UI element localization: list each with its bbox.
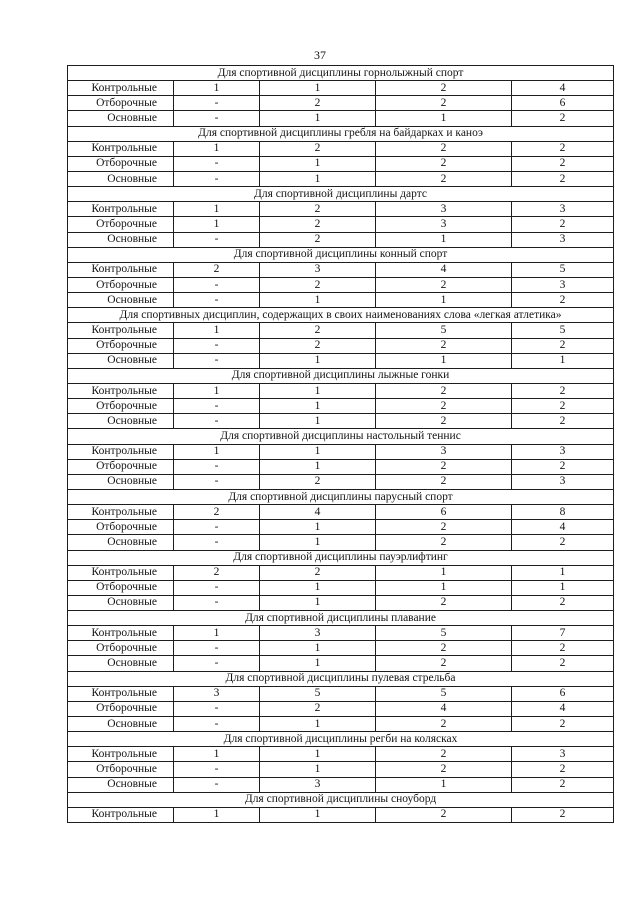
value-cell: 2: [512, 535, 614, 550]
value-cell: 1: [260, 520, 376, 535]
stage-cell: Основные: [68, 535, 174, 550]
value-cell: 1: [512, 580, 614, 595]
value-cell: 1: [260, 444, 376, 459]
value-cell: 7: [512, 626, 614, 641]
value-cell: 2: [376, 747, 512, 762]
value-cell: 1: [260, 459, 376, 474]
stage-cell: Отборочные: [68, 338, 174, 353]
section-title: Для спортивной дисциплины сноуборд: [68, 792, 614, 807]
value-cell: 1: [174, 626, 260, 641]
value-cell: 2: [376, 459, 512, 474]
table-row: [68, 807, 614, 822]
value-cell: -: [174, 353, 260, 368]
stage-cell: Основные: [68, 595, 174, 610]
section-title-row: [68, 429, 614, 444]
table-row: [68, 323, 614, 338]
value-cell: 2: [260, 323, 376, 338]
table-row: [68, 111, 614, 126]
table-row: [68, 474, 614, 489]
stage-cell: Основные: [68, 414, 174, 429]
value-cell: 2: [376, 641, 512, 656]
value-cell: 1: [174, 81, 260, 96]
value-cell: 2: [174, 262, 260, 277]
value-cell: 1: [376, 293, 512, 308]
section-title: Для спортивной дисциплины плавание: [68, 611, 614, 626]
stage-cell: Контрольные: [68, 81, 174, 96]
value-cell: 1: [260, 353, 376, 368]
value-cell: -: [174, 156, 260, 171]
table-row: [68, 444, 614, 459]
section-title-row: [68, 732, 614, 747]
section-title: Для спортивной дисциплины гребля на байдарках и каноэ: [68, 126, 614, 141]
value-cell: 6: [512, 96, 614, 111]
value-cell: -: [174, 96, 260, 111]
value-cell: 2: [512, 293, 614, 308]
value-cell: 5: [376, 686, 512, 701]
value-cell: 1: [174, 444, 260, 459]
value-cell: 3: [512, 474, 614, 489]
value-cell: 1: [260, 414, 376, 429]
table-row: [68, 96, 614, 111]
value-cell: 2: [512, 656, 614, 671]
value-cell: 2: [512, 595, 614, 610]
value-cell: 2: [512, 399, 614, 414]
table-row: [68, 399, 614, 414]
value-cell: 1: [260, 807, 376, 822]
stage-cell: Основные: [68, 656, 174, 671]
stage-cell: Контрольные: [68, 323, 174, 338]
stage-cell: Основные: [68, 171, 174, 186]
section-title: Для спортивной дисциплины пулевая стрельба: [68, 671, 614, 686]
section-title: Для спортивной дисциплины дартс: [68, 187, 614, 202]
value-cell: 1: [260, 383, 376, 398]
value-cell: 1: [260, 595, 376, 610]
table-row: [68, 777, 614, 792]
value-cell: 1: [260, 171, 376, 186]
stage-cell: Контрольные: [68, 202, 174, 217]
value-cell: 1: [174, 383, 260, 398]
stage-cell: Отборочные: [68, 399, 174, 414]
stage-cell: Отборочные: [68, 520, 174, 535]
value-cell: 2: [376, 474, 512, 489]
value-cell: 2: [512, 717, 614, 732]
value-cell: 2: [512, 338, 614, 353]
stage-cell: Отборочные: [68, 96, 174, 111]
stage-cell: Контрольные: [68, 807, 174, 822]
value-cell: 1: [376, 777, 512, 792]
value-cell: 2: [376, 156, 512, 171]
value-cell: 3: [376, 217, 512, 232]
value-cell: 3: [376, 444, 512, 459]
table-row: [68, 686, 614, 701]
value-cell: 3: [512, 232, 614, 247]
table-row: [68, 580, 614, 595]
value-cell: 2: [260, 217, 376, 232]
value-cell: 3: [512, 444, 614, 459]
table-row: [68, 641, 614, 656]
value-cell: 2: [376, 383, 512, 398]
value-cell: 2: [376, 535, 512, 550]
table-row: [68, 217, 614, 232]
value-cell: 2: [260, 96, 376, 111]
competition-table: [67, 65, 614, 823]
value-cell: 5: [376, 323, 512, 338]
section-title-row: [68, 611, 614, 626]
table-row: [68, 505, 614, 520]
table-row: [68, 293, 614, 308]
value-cell: 6: [512, 686, 614, 701]
table-row: [68, 383, 614, 398]
table-row: [68, 656, 614, 671]
section-title-row: [68, 187, 614, 202]
value-cell: 2: [260, 338, 376, 353]
value-cell: 4: [512, 520, 614, 535]
section-title-row: [68, 792, 614, 807]
value-cell: 1: [260, 747, 376, 762]
value-cell: 2: [512, 459, 614, 474]
value-cell: -: [174, 641, 260, 656]
value-cell: 1: [512, 565, 614, 580]
value-cell: 4: [260, 505, 376, 520]
section-title-row: [68, 247, 614, 262]
section-title-row: [68, 308, 614, 323]
stage-cell: Контрольные: [68, 626, 174, 641]
stage-cell: Контрольные: [68, 747, 174, 762]
table-row: [68, 595, 614, 610]
value-cell: 5: [376, 626, 512, 641]
value-cell: 1: [512, 353, 614, 368]
value-cell: 2: [512, 777, 614, 792]
value-cell: 1: [260, 717, 376, 732]
table-row: [68, 535, 614, 550]
table-row: [68, 171, 614, 186]
table-row: [68, 459, 614, 474]
stage-cell: Отборочные: [68, 459, 174, 474]
value-cell: 4: [512, 701, 614, 716]
value-cell: 1: [174, 217, 260, 232]
stage-cell: Отборочные: [68, 580, 174, 595]
stage-cell: Отборочные: [68, 277, 174, 292]
value-cell: 5: [512, 262, 614, 277]
stage-cell: Отборочные: [68, 217, 174, 232]
section-title: Для спортивной дисциплины пауэрлифтинг: [68, 550, 614, 565]
stage-cell: Основные: [68, 717, 174, 732]
section-title: Для спортивной дисциплины регби на колясках: [68, 732, 614, 747]
table-row: [68, 701, 614, 716]
value-cell: 2: [376, 399, 512, 414]
value-cell: 1: [260, 156, 376, 171]
value-cell: 1: [174, 141, 260, 156]
value-cell: -: [174, 474, 260, 489]
table-row: [68, 565, 614, 580]
value-cell: -: [174, 171, 260, 186]
section-title: Для спортивной дисциплины лыжные гонки: [68, 368, 614, 383]
value-cell: 2: [376, 656, 512, 671]
value-cell: 2: [376, 81, 512, 96]
value-cell: 2: [260, 141, 376, 156]
value-cell: 2: [512, 414, 614, 429]
table-row: [68, 338, 614, 353]
table-row: [68, 202, 614, 217]
value-cell: -: [174, 520, 260, 535]
value-cell: -: [174, 232, 260, 247]
section-title: Для спортивной дисциплины парусный спорт: [68, 489, 614, 504]
value-cell: 2: [512, 641, 614, 656]
value-cell: 2: [260, 202, 376, 217]
stage-cell: Отборочные: [68, 641, 174, 656]
stage-cell: Контрольные: [68, 505, 174, 520]
value-cell: 1: [376, 580, 512, 595]
table-row: [68, 156, 614, 171]
value-cell: 2: [260, 277, 376, 292]
value-cell: 2: [376, 277, 512, 292]
stage-cell: Отборочные: [68, 701, 174, 716]
stage-cell: Основные: [68, 777, 174, 792]
table-row: [68, 414, 614, 429]
section-title: Для спортивной дисциплины горнолыжный спорт: [68, 66, 614, 81]
page-number: 37: [314, 48, 326, 62]
value-cell: 3: [260, 626, 376, 641]
section-title: Для спортивной дисциплины настольный теннис: [68, 429, 614, 444]
value-cell: 3: [512, 277, 614, 292]
value-cell: 2: [512, 762, 614, 777]
table-row: [68, 520, 614, 535]
value-cell: 2: [512, 171, 614, 186]
value-cell: 2: [376, 141, 512, 156]
value-cell: 4: [376, 701, 512, 716]
stage-cell: Основные: [68, 232, 174, 247]
value-cell: 2: [512, 217, 614, 232]
value-cell: 4: [512, 81, 614, 96]
value-cell: 3: [174, 686, 260, 701]
value-cell: 1: [174, 202, 260, 217]
value-cell: 2: [260, 232, 376, 247]
table-body: [68, 66, 614, 823]
value-cell: 2: [512, 156, 614, 171]
table-row: [68, 762, 614, 777]
value-cell: 5: [512, 323, 614, 338]
value-cell: 2: [376, 520, 512, 535]
value-cell: 2: [376, 96, 512, 111]
value-cell: 2: [376, 807, 512, 822]
stage-cell: Отборочные: [68, 156, 174, 171]
value-cell: 3: [512, 202, 614, 217]
stage-cell: Контрольные: [68, 565, 174, 580]
value-cell: 2: [376, 717, 512, 732]
section-title-row: [68, 126, 614, 141]
table-row: [68, 232, 614, 247]
value-cell: 1: [260, 293, 376, 308]
value-cell: 2: [260, 565, 376, 580]
value-cell: -: [174, 338, 260, 353]
value-cell: 2: [174, 505, 260, 520]
stage-cell: Основные: [68, 293, 174, 308]
value-cell: 4: [376, 262, 512, 277]
value-cell: 2: [260, 701, 376, 716]
value-cell: 1: [260, 535, 376, 550]
value-cell: 2: [174, 565, 260, 580]
value-cell: -: [174, 777, 260, 792]
value-cell: 6: [376, 505, 512, 520]
stage-cell: Контрольные: [68, 383, 174, 398]
value-cell: 2: [376, 171, 512, 186]
section-title-row: [68, 489, 614, 504]
stage-cell: Контрольные: [68, 141, 174, 156]
value-cell: 1: [260, 762, 376, 777]
section-title: Для спортивных дисциплин, содержащих в своих наименованиях слова «легкая атлетика»: [68, 308, 614, 323]
value-cell: 1: [376, 353, 512, 368]
section-title: Для спортивной дисциплины конный спорт: [68, 247, 614, 262]
stage-cell: Контрольные: [68, 262, 174, 277]
value-cell: -: [174, 595, 260, 610]
value-cell: 3: [260, 262, 376, 277]
value-cell: 3: [512, 747, 614, 762]
value-cell: 1: [260, 580, 376, 595]
value-cell: -: [174, 580, 260, 595]
value-cell: 1: [260, 641, 376, 656]
stage-cell: Основные: [68, 353, 174, 368]
value-cell: 1: [174, 747, 260, 762]
table-row: [68, 353, 614, 368]
section-title-row: [68, 550, 614, 565]
value-cell: -: [174, 293, 260, 308]
value-cell: 1: [260, 656, 376, 671]
value-cell: 1: [174, 807, 260, 822]
table-row: [68, 81, 614, 96]
section-title-row: [68, 368, 614, 383]
value-cell: -: [174, 535, 260, 550]
value-cell: -: [174, 717, 260, 732]
value-cell: -: [174, 399, 260, 414]
value-cell: 3: [260, 777, 376, 792]
value-cell: 2: [512, 383, 614, 398]
table-row: [68, 717, 614, 732]
table-row: [68, 141, 614, 156]
stage-cell: Отборочные: [68, 762, 174, 777]
table-row: [68, 747, 614, 762]
table-row: [68, 262, 614, 277]
value-cell: 2: [376, 414, 512, 429]
value-cell: -: [174, 414, 260, 429]
value-cell: 2: [512, 807, 614, 822]
value-cell: -: [174, 277, 260, 292]
table-row: [68, 277, 614, 292]
table-row: [68, 626, 614, 641]
section-title-row: [68, 66, 614, 81]
section-title-row: [68, 671, 614, 686]
value-cell: -: [174, 701, 260, 716]
value-cell: 8: [512, 505, 614, 520]
value-cell: 1: [376, 111, 512, 126]
value-cell: 2: [512, 111, 614, 126]
value-cell: 1: [174, 323, 260, 338]
value-cell: 1: [260, 399, 376, 414]
value-cell: 2: [512, 141, 614, 156]
value-cell: 2: [376, 762, 512, 777]
stage-cell: Контрольные: [68, 444, 174, 459]
value-cell: 2: [376, 338, 512, 353]
value-cell: 1: [376, 232, 512, 247]
value-cell: -: [174, 656, 260, 671]
value-cell: 1: [376, 565, 512, 580]
value-cell: 1: [260, 81, 376, 96]
stage-cell: Основные: [68, 111, 174, 126]
value-cell: 1: [260, 111, 376, 126]
value-cell: -: [174, 459, 260, 474]
value-cell: -: [174, 762, 260, 777]
value-cell: 2: [376, 595, 512, 610]
value-cell: 3: [376, 202, 512, 217]
value-cell: 5: [260, 686, 376, 701]
value-cell: -: [174, 111, 260, 126]
stage-cell: Основные: [68, 474, 174, 489]
stage-cell: Контрольные: [68, 686, 174, 701]
value-cell: 2: [260, 474, 376, 489]
